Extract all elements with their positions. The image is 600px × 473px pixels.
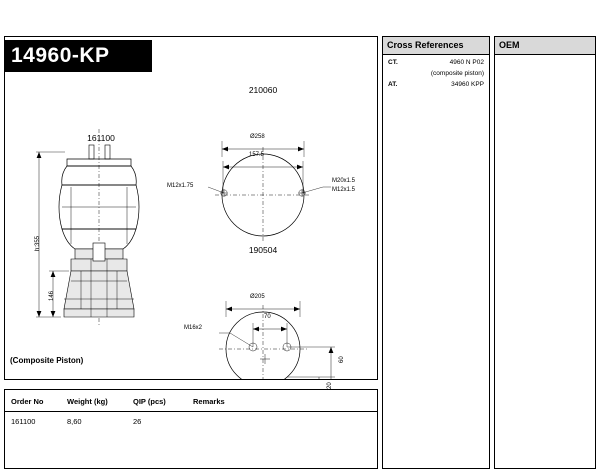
cross-references-panel: [382, 36, 490, 469]
cross-reference-row: [383, 81, 489, 92]
top-plate-thread-left: M12x1.75: [167, 183, 194, 189]
top-plate-thread-right-1: M20x1.5: [332, 178, 356, 184]
xref-brand: AT.: [388, 81, 398, 88]
cell-qip: 26: [133, 417, 142, 426]
oem-panel: [494, 36, 596, 469]
piston-diameter-dim: Ø205: [250, 294, 265, 300]
column-header-order-no: Order No: [11, 397, 44, 406]
oem-header: [495, 37, 595, 55]
specs-table: [4, 389, 378, 469]
xref-code: 4960 N P02: [449, 59, 484, 66]
assembly-height-dim: h:355: [35, 235, 41, 251]
piston-dim-right-1: 60: [339, 356, 345, 363]
column-header-remarks: Remarks: [193, 397, 225, 406]
part-title-bar: [4, 40, 152, 72]
composite-piston-note: (Composite Piston): [10, 356, 84, 365]
assembly-lower-dim: 146: [49, 290, 55, 301]
xref-code: 34960 KPP: [451, 81, 484, 88]
cell-order-no: 161100: [11, 417, 36, 426]
part-title: 14960-KP: [11, 44, 110, 67]
top-plate-drawing: [208, 141, 331, 243]
cross-reference-row: [383, 70, 489, 81]
column-header-weight: Weight (kg): [67, 397, 108, 406]
piston-span-dim: 70: [264, 314, 271, 320]
top-plate-thread-right-2: M12x1.5: [332, 187, 356, 193]
piston-thread-left: M16x2: [184, 325, 203, 331]
piston-label: 190504: [248, 245, 278, 255]
column-header-qip: QIP (pcs): [133, 397, 166, 406]
piston-drawing: [219, 301, 335, 379]
piston-dim-right-2: 20: [327, 382, 333, 389]
cross-references-header: [383, 37, 489, 55]
oem-header-label: OEM: [499, 40, 520, 50]
cross-reference-row: [383, 59, 489, 70]
xref-code: (composite piston): [430, 70, 484, 77]
assembly-label: 161100: [87, 133, 115, 143]
main-drawing-panel: [4, 36, 378, 389]
xref-brand: CT.: [388, 59, 398, 66]
top-plate-diameter-dim: Ø258: [250, 134, 265, 140]
cell-weight: 8,60: [67, 417, 82, 426]
cross-references-header-label: Cross References: [387, 40, 464, 50]
top-plate-span-dim: 157.5: [249, 152, 265, 158]
specs-table-header-row: [5, 390, 377, 412]
cross-references-list: [383, 59, 489, 92]
top-plate-label: 210060: [248, 85, 278, 95]
